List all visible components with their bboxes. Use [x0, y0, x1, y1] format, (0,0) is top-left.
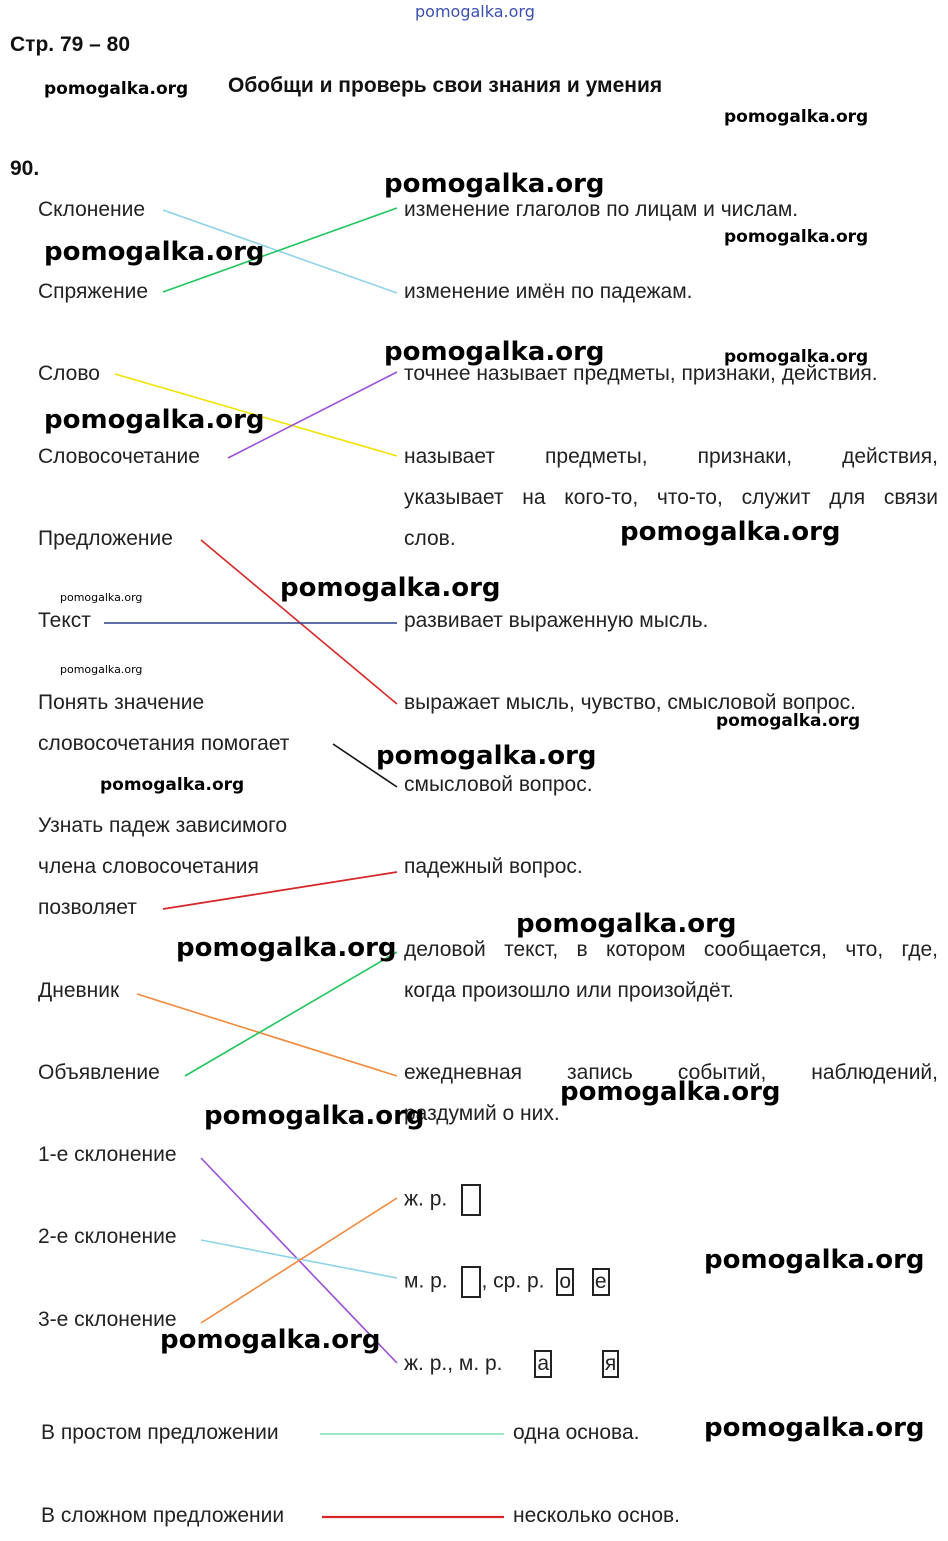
right-smyslovoy: смысловой вопрос. — [404, 773, 593, 796]
line-predlozhenie — [201, 540, 397, 704]
left-tekst: Текст — [38, 609, 91, 632]
right-sent-2: несколько основ. — [513, 1504, 680, 1527]
watermark: pomogalka.org — [60, 591, 143, 604]
watermark: pomogalka.org — [384, 337, 605, 367]
line-decl-2 — [201, 1240, 397, 1278]
watermark: pomogalka.org — [724, 107, 869, 127]
left-dnevnik: Дневник — [38, 979, 120, 1002]
left-ponyat-line-1: Понять значение — [38, 691, 205, 714]
decl-mr-label: м. р. — [404, 1269, 448, 1293]
left-spryazhenie: Спряжение — [38, 280, 149, 303]
decl-srr-label: , ср. р. — [481, 1269, 545, 1293]
right-imena: изменение имён по падежам. — [404, 280, 693, 303]
left-sent-1: В простом предложении — [41, 1421, 279, 1444]
watermark: pomogalka.org — [724, 347, 869, 367]
ending-box-a: а — [534, 1350, 552, 1378]
right-ezhednevnaya-line-1: ежедневная запись событий, наблюдений, — [404, 1061, 938, 1084]
page-title: Обобщи и проверь свои знания и умения — [228, 74, 663, 97]
right-vyrazhaet: выражает мысль, чувство, смысловой вопрос. — [404, 691, 856, 714]
watermark: pomogalka.org — [716, 711, 861, 731]
ending-box-ya: я — [602, 1350, 619, 1378]
left-sent-2: В сложном предложении — [41, 1504, 285, 1527]
left-sklonenie: Склонение — [38, 198, 146, 221]
right-nazyvaet-line-2: указывает на кого-то, что-то, служит для связи — [404, 486, 938, 509]
left-obyavlenie: Объявление — [38, 1061, 160, 1084]
watermark: pomogalka.org — [44, 79, 189, 99]
left-uznat-line-1: Узнать падеж зависимого — [38, 814, 288, 837]
left-slovosochetanie: Словосочетание — [38, 445, 200, 468]
watermark: pomogalka.org — [704, 1413, 925, 1443]
line-dnevnik — [137, 994, 397, 1076]
watermark: pomogalka.org — [44, 237, 265, 267]
watermark: pomogalka.org — [376, 741, 597, 771]
watermark: pomogalka.org — [724, 227, 869, 247]
right-delovoy-line-2: когда произошло или произойдёт. — [404, 979, 734, 1002]
line-decl-3 — [201, 1198, 397, 1323]
line-obyavlenie — [185, 952, 397, 1076]
left-slovo: Слово — [38, 362, 100, 385]
left-uznat-line-2: члена словосочетания — [38, 855, 259, 878]
right-glagoly: изменение глаголов по лицам и числам. — [404, 198, 799, 221]
watermark: pomogalka.org — [560, 1077, 781, 1107]
right-razvivaet: развивает выраженную мысль. — [404, 609, 709, 632]
watermark: pomogalka.org — [44, 405, 265, 435]
watermark: pomogalka.org — [516, 909, 737, 939]
page-ref: Стр. 79 – 80 — [10, 33, 131, 56]
watermark: pomogalka.org — [704, 1245, 925, 1275]
decl-zhr-mr-label: ж. р., м. р. — [404, 1352, 503, 1375]
left-ponyat-line-2: словосочетания помогает — [38, 732, 290, 755]
ending-box-empty-2 — [461, 1266, 481, 1298]
decl-zhr-label: ж. р. — [404, 1187, 448, 1211]
right-decl-zhr-mr — [404, 1349, 619, 1379]
right-nazyvaet-line-1: называет предметы, признаки, действия, — [404, 445, 938, 468]
watermark-top: pomogalka.org — [415, 2, 535, 21]
right-padezhny: падежный вопрос. — [404, 855, 583, 878]
right-ezhednevnaya-line-2: раздумий о них. — [404, 1102, 560, 1125]
watermark: pomogalka.org — [176, 933, 397, 963]
watermark: pomogalka.org — [620, 517, 841, 547]
left-decl-2: 2-е склонение — [38, 1225, 177, 1248]
watermark: pomogalka.org — [60, 663, 143, 676]
right-tochnee: точнее называет предметы, признаки, действия. — [404, 362, 878, 385]
watermark: pomogalka.org — [160, 1325, 381, 1355]
watermark: pomogalka.org — [204, 1101, 425, 1131]
left-uznat-line-3: позволяет — [38, 896, 137, 919]
left-predlozhenie: Предложение — [38, 527, 173, 550]
left-decl-1: 1-е склонение — [38, 1143, 177, 1166]
ending-box-e: е — [592, 1268, 610, 1296]
right-decl-zhr — [404, 1184, 481, 1216]
exercise-number: 90. — [10, 157, 40, 180]
right-nazyvaet-line-3: слов. — [404, 527, 456, 550]
watermark: pomogalka.org — [100, 775, 245, 795]
right-decl-mr — [404, 1266, 610, 1298]
ending-box-o: о — [556, 1268, 574, 1296]
ending-box-empty-1 — [461, 1184, 481, 1216]
right-sent-1: одна основа. — [513, 1421, 640, 1444]
watermark: pomogalka.org — [384, 169, 605, 199]
watermark: pomogalka.org — [280, 573, 501, 603]
right-delovoy-line-1: деловой текст, в котором сообщается, что, где, — [404, 938, 938, 961]
left-decl-3: 3-е склонение — [38, 1308, 177, 1331]
